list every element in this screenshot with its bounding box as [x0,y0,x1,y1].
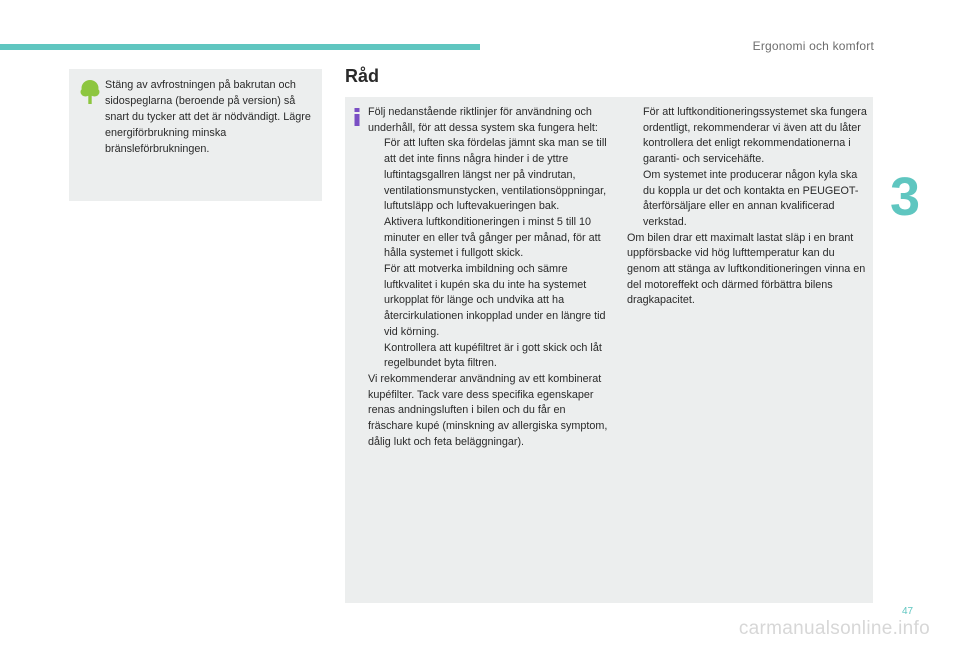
list-item: Kontrollera att kupéfiltret är i gott skick och låt regelbundet byta filtren. [368,341,608,372]
header-accent-bar [0,44,480,50]
page-number: 47 [902,606,914,617]
eco-tip-box [69,69,322,201]
list-item: För att motverka imbildning och sämre luftkvalitet i kupén ska du inte ha systemet urkopplat för länge och undvika att ha återcirkulationen inkopplad under en längre tid vid körning. [368,262,608,341]
advice-intro: Följ nedanstående riktlinjer för användning och underhåll, för att dessa system ska fungera helt: [368,106,598,134]
list-item: Aktivera luftkonditioneringen i minst 5 till 10 minuter en eller två gånger per månad, för att hålla systemet i fullgott skick. [368,215,608,262]
section-heading: Råd [345,66,380,86]
bullet-marker-icon [368,262,384,341]
bullet-marker-icon [368,341,384,372]
bullet-marker-icon [368,136,384,215]
advice-closing-right: Om bilen drar ett maximalt lastat släp i en brant uppförsbacke vid hög lufttemperatur kan du genom att stänga av luftkonditioneringen vinna en del motoreffekt och därmed förbättra bilens dragkapacitet. [627,231,866,307]
eco-tree-icon [80,79,100,105]
eco-tip-text: Stäng av avfrostningen på bakrutan och sidospeglarna (beroende på version) så snart du tycker att det är nödvändigt. Lägre energiförbrukning minska bränsleförbrukningen. [105,79,311,155]
chapter-title: Ergonomi och komfort [752,39,874,53]
list-item: Om systemet inte producerar någon kyla ska du koppla ur det och kontakta en PEUGEOT-återförsäljare eller en annan kvalificerad verkstad. [627,168,869,231]
bullet-marker-icon [627,105,643,168]
watermark: carmanualsonline.info [738,618,930,639]
list-item: För att luften ska fördelas jämnt ska man se till att det inte finns några hinder i de yttre luftintagsgallren längst ner på vindrutan, ventilationsmunstycken, ventilationsöppningar, luftutsläpp och luftevakueringen bak. [368,136,608,215]
advice-box [345,97,873,603]
bullet-marker-icon [368,215,384,262]
advice-column-left [368,105,608,450]
advice-column-right [627,105,869,309]
bullet-marker-icon [627,168,643,231]
advice-closing-left: Vi rekommenderar användning av ett kombinerat kupéfilter. Tack vare dess specifika egenskaper renas andningsluften i bilen och du får en fräschare kupé (minskning av allergiska symptom, dålig lukt och feta beläggningar). [368,372,608,448]
info-icon [353,108,361,126]
list-item: För att luftkonditioneringssystemet ska fungera ordentligt, rekommenderar vi även att du låter kontrollera det enligt rekommendationerna i garanti- och servicehäfte. [627,105,869,168]
chapter-number: 3 [890,167,921,227]
